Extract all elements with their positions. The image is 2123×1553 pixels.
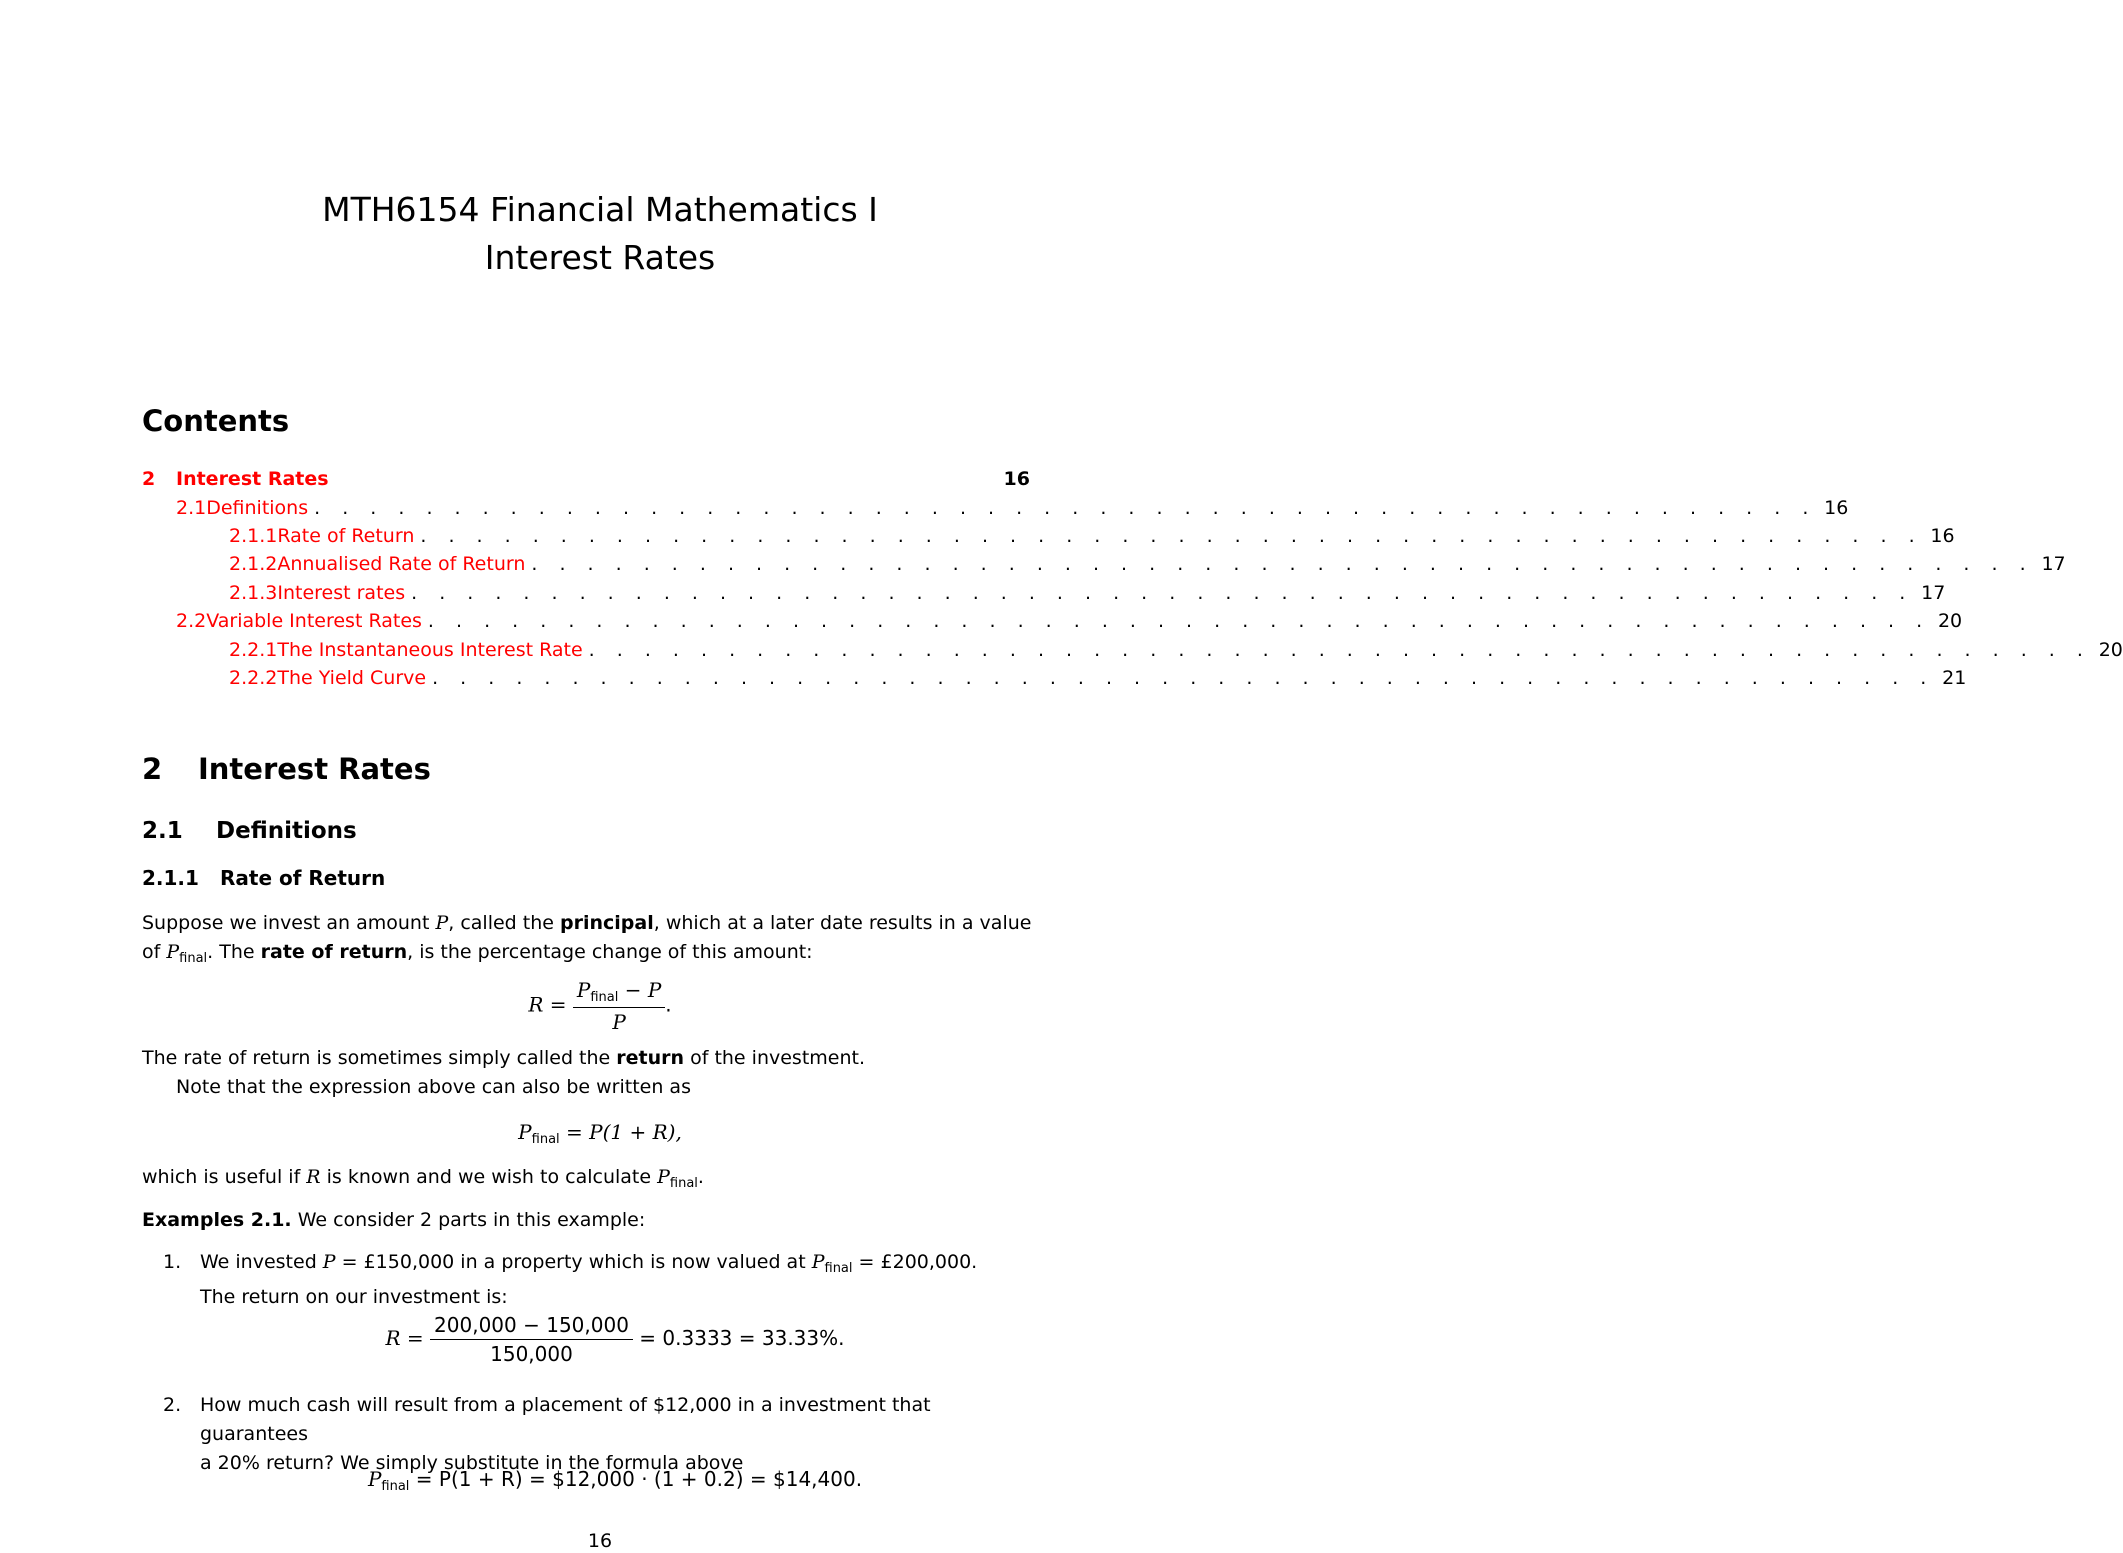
text: We invested <box>200 1251 323 1273</box>
term-rate-of-return: rate of return <box>260 941 408 963</box>
toc-title[interactable]: The Instantaneous Interest Rate <box>277 639 583 661</box>
math-var: P <box>166 941 180 963</box>
toc-entry[interactable] <box>142 522 1955 550</box>
subsection-title: Definitions <box>216 818 357 844</box>
toc-entry[interactable] <box>142 579 1946 607</box>
math-lhs: R = <box>385 1326 424 1350</box>
math-subscript: final <box>824 1261 853 1276</box>
equation-return-example <box>0 1313 1200 1366</box>
list-item-text <box>200 1391 1031 1478</box>
paragraph-principal <box>142 909 1032 973</box>
equation-rate-of-return <box>0 978 1200 1034</box>
toc-page: 20 <box>1937 610 1963 632</box>
toc-page: 21 <box>1942 667 1967 689</box>
toc-leader: . . . . . . . . . . . . . . . . . . . . . . . . . . . . . . . . . . . . . . . . . . . . . . . . . . . . . . <box>427 610 1931 632</box>
math-var: P <box>435 912 449 934</box>
toc-leader: . . . . . . . . . . . . . . . . . . . . . . . . . . . . . . . . . . . . . . . . . . . . . . . . . . . . . . <box>411 582 1914 604</box>
math-subscript: final <box>381 1479 410 1494</box>
toc-entry[interactable] <box>142 550 2066 578</box>
text: = £150,000 in a property which is now valued at <box>335 1251 812 1273</box>
term-principal: principal <box>560 912 654 934</box>
text: is known and we wish to calculate <box>320 1166 658 1188</box>
toc-leader: . . . . . . . . . . . . . . . . . . . . . . . . . . . . . . . . . . . . . . . . . . . . . . . . . . . . . . <box>588 639 2091 661</box>
math-text: = P(1 + R), <box>566 1120 682 1144</box>
paragraph-return <box>142 1044 1032 1073</box>
math-subscript: final <box>669 1176 698 1191</box>
text: which is useful if <box>142 1166 307 1188</box>
toc-page: 16 <box>1003 468 1030 490</box>
list-item-number: 1. <box>163 1251 182 1273</box>
equation-final-value <box>0 1120 1200 1147</box>
math-numerator: 200,000 − 150,000 <box>430 1313 633 1340</box>
toc-number: 2.1.2 <box>229 553 278 575</box>
math-var: P <box>811 1251 825 1273</box>
math-var: P <box>367 1467 382 1491</box>
subsection-heading <box>142 818 357 844</box>
toc-entry[interactable] <box>142 664 1967 692</box>
text: , which at a later date results in a value of <box>142 912 1032 963</box>
toc-page: 20 <box>2098 639 2123 661</box>
toc-number: 2.2 <box>176 610 207 632</box>
contents-heading: Contents <box>142 404 290 438</box>
text: . The <box>207 941 261 963</box>
fraction <box>430 1313 633 1366</box>
page-number: 16 <box>587 1530 613 1552</box>
document-subtitle: Interest Rates <box>484 238 716 277</box>
toc-leader: . . . . . . . . . . . . . . . . . . . . . . . . . . . . . . . . . . . . . . . . . . . . . . . . . . . . . . <box>432 667 1935 689</box>
text: The rate of return is sometimes simply called the <box>142 1047 617 1069</box>
math-var: P <box>518 1120 532 1144</box>
math-subscript: final <box>531 1132 560 1147</box>
section-title: Interest Rates <box>198 752 431 786</box>
math-text: − P <box>624 978 662 1002</box>
math-var: R <box>306 1166 321 1188</box>
toc-page: 17 <box>1921 582 1946 604</box>
toc-entry[interactable] <box>142 494 1849 522</box>
text: How much cash will result from a placement of $12,000 in a investment that guarantees <box>200 1394 931 1445</box>
section-heading <box>142 752 431 786</box>
text: , called the <box>448 912 561 934</box>
subsubsection-title: Rate of Return <box>220 866 386 890</box>
math-var: P <box>322 1251 336 1273</box>
equation-cash-example <box>0 1467 1200 1494</box>
toc-number: 2.1.1 <box>229 525 278 547</box>
text: Suppose we invest an amount <box>142 912 436 934</box>
list-item-number: 2. <box>163 1394 182 1416</box>
toc-entry[interactable] <box>142 465 1030 493</box>
toc-number: 2.2.2 <box>229 667 278 689</box>
paragraph-useful <box>142 1163 1032 1198</box>
text: = £200,000. <box>852 1251 978 1273</box>
toc-title[interactable]: Interest rates <box>277 582 406 604</box>
fraction <box>573 978 665 1034</box>
list-item <box>163 1391 1031 1474</box>
toc-leader: . . . . . . . . . . . . . . . . . . . . . . . . . . . . . . . . . . . . . . . . . . . . . . . . . . . . . . <box>531 553 2034 575</box>
list-item-text <box>200 1248 1031 1312</box>
text: . <box>697 1166 704 1188</box>
examples-label: Examples 2.1. <box>142 1209 292 1231</box>
examples-intro <box>142 1206 1032 1235</box>
math-denominator: P <box>612 1010 626 1034</box>
math-text: = 0.3333 = 33.33%. <box>639 1326 845 1350</box>
text: a 20% return? We simply substitute in the formula above <box>200 1452 744 1474</box>
subsubsection-number: 2.1.1 <box>142 866 199 890</box>
toc-title[interactable]: Rate of Return <box>277 525 415 547</box>
toc-entry[interactable] <box>142 636 2123 664</box>
toc-leader: . . . . . . . . . . . . . . . . . . . . . . . . . . . . . . . . . . . . . . . . . . . . . . . . . . . . . . <box>314 497 1817 519</box>
toc-title[interactable]: Annualised Rate of Return <box>277 553 526 575</box>
term-return: return <box>616 1047 685 1069</box>
math-text: . <box>665 992 672 1017</box>
toc-page: 16 <box>1930 525 1955 547</box>
list-item <box>163 1248 1031 1308</box>
toc-number: 2.1 <box>176 497 207 519</box>
toc-title[interactable]: Interest Rates <box>176 468 329 490</box>
math-subscript: final <box>179 951 208 966</box>
math-var: P <box>576 978 591 1002</box>
toc-leader: . . . . . . . . . . . . . . . . . . . . . . . . . . . . . . . . . . . . . . . . . . . . . . . . . . . . . . <box>420 525 1923 547</box>
text: of the investment. <box>684 1047 865 1069</box>
text: We consider 2 parts in this example: <box>291 1209 646 1231</box>
document-title: MTH6154 Financial Mathematics I <box>322 190 878 229</box>
math-text: = P(1 + R) = $12,000 · (1 + 0.2) = $14,400. <box>415 1467 863 1491</box>
math-var: P <box>657 1166 670 1188</box>
paragraph-note: Note that the expression above can also be written as <box>176 1076 691 1098</box>
toc-number: 2 <box>142 468 156 490</box>
toc-page: 17 <box>2041 553 2066 575</box>
toc-number: 2.2.1 <box>229 639 278 661</box>
toc-title[interactable]: Variable Interest Rates <box>206 610 422 632</box>
math-denominator: 150,000 <box>490 1342 573 1366</box>
subsubsection-heading <box>142 866 385 890</box>
toc-number: 2.1.3 <box>229 582 278 604</box>
section-number: 2 <box>142 752 163 786</box>
text: , is the percentage change of this amount: <box>407 941 813 963</box>
toc-title[interactable]: Definitions <box>206 497 309 519</box>
math-lhs: R = <box>528 992 567 1017</box>
text: The return on our investment is: <box>200 1286 508 1308</box>
math-subscript: final <box>590 990 619 1005</box>
subsection-number: 2.1 <box>142 818 183 844</box>
toc-title[interactable]: The Yield Curve <box>277 667 427 689</box>
toc-page: 16 <box>1824 497 1849 519</box>
toc-entry[interactable] <box>142 607 1963 635</box>
